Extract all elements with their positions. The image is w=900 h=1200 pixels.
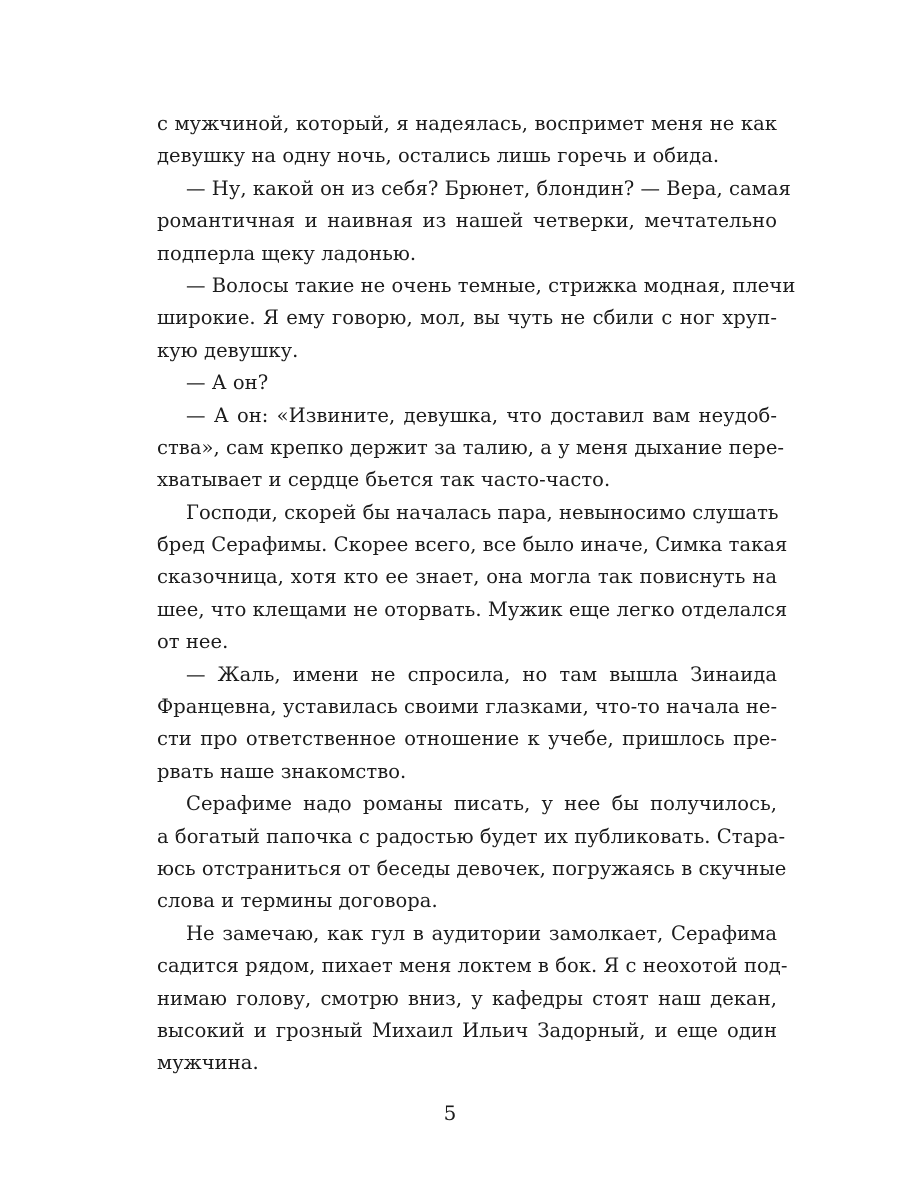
text-line: ства», сам крепко держит за талию, а у меня дыхание пере- [157, 435, 785, 459]
text-line: романтичная и наивная из нашей четверки, мечтательно [157, 209, 777, 233]
text-line: с мужчиной, который, я надеялась, воспримет меня не как [157, 112, 777, 135]
text-line: слова и термины договора. [157, 889, 438, 913]
text-line: — А он? [186, 371, 269, 395]
text-line: а богатый папочка с радостью будет их публиковать. Стара- [157, 824, 786, 848]
paragraph [157, 497, 788, 659]
text-line: садится рядом, пихает меня локтем в бок. Я с неохотой под- [157, 954, 788, 978]
paragraph [157, 108, 777, 173]
text-line: Не замечаю, как гул в аудитории замолкает, Серафима [186, 921, 777, 945]
paragraph [157, 400, 785, 497]
text-line: Господи, скорей бы началась пара, невыносимо слушать [186, 500, 779, 524]
text-line: сти про ответственное отношение к учебе, пришлось пре- [157, 727, 777, 751]
text-line: девушку на одну ночь, остались лишь горечь и обида. [157, 144, 720, 168]
text-line: нимаю голову, смотрю вниз, у кафедры стоят наш декан, [157, 986, 777, 1010]
paragraph [157, 367, 777, 399]
text-line: рвать наше знакомство. [157, 759, 407, 783]
text-line: юсь отстраниться от беседы девочек, погружаясь в скучные [157, 856, 787, 880]
text-line: — Ну, какой он из себя? Брюнет, блондин? — Вера, самая [186, 176, 791, 200]
text-line: — А он: «Извините, девушка, что доставил вам неудоб- [186, 403, 777, 427]
text-line: кую девушку. [157, 338, 299, 362]
text-line: широкие. Я ему говорю, мол, вы чуть не сбили с ног хруп- [157, 306, 777, 330]
text-line: мужчина. [157, 1051, 259, 1075]
text-line: Францевна, уставилась своими глазками, что-то начала не- [157, 695, 778, 719]
paragraph [157, 173, 791, 270]
text-line: высокий и грозный Михаил Ильич Задорный, и еще один [157, 1018, 777, 1042]
page-number: 5 [443, 1101, 457, 1125]
text-line: — Жаль, имени не спросила, но там вышла Зинаида [186, 662, 777, 686]
text-line: бред Серафимы. Скорее всего, все было иначе, Симка такая [157, 533, 788, 557]
paragraph [157, 270, 796, 367]
text-line: хватывает и сердце бьется так часто-часто. [157, 468, 611, 492]
text-line: от нее. [157, 630, 229, 654]
text-line: шее, что клещами не оторвать. Мужик еще легко отделался [157, 597, 788, 621]
text-line: подперла щеку ладонью. [157, 241, 417, 265]
paragraph [157, 918, 788, 1080]
body-text [157, 108, 796, 1080]
text-line: Серафиме надо романы писать, у нее бы получилось, [186, 792, 777, 816]
paragraph [157, 659, 777, 789]
paragraph [157, 788, 787, 918]
text-line: — Волосы такие не очень темные, стрижка модная, плечи [186, 273, 796, 297]
text-line: сказочница, хотя кто ее знает, она могла так повиснуть на [157, 565, 777, 589]
